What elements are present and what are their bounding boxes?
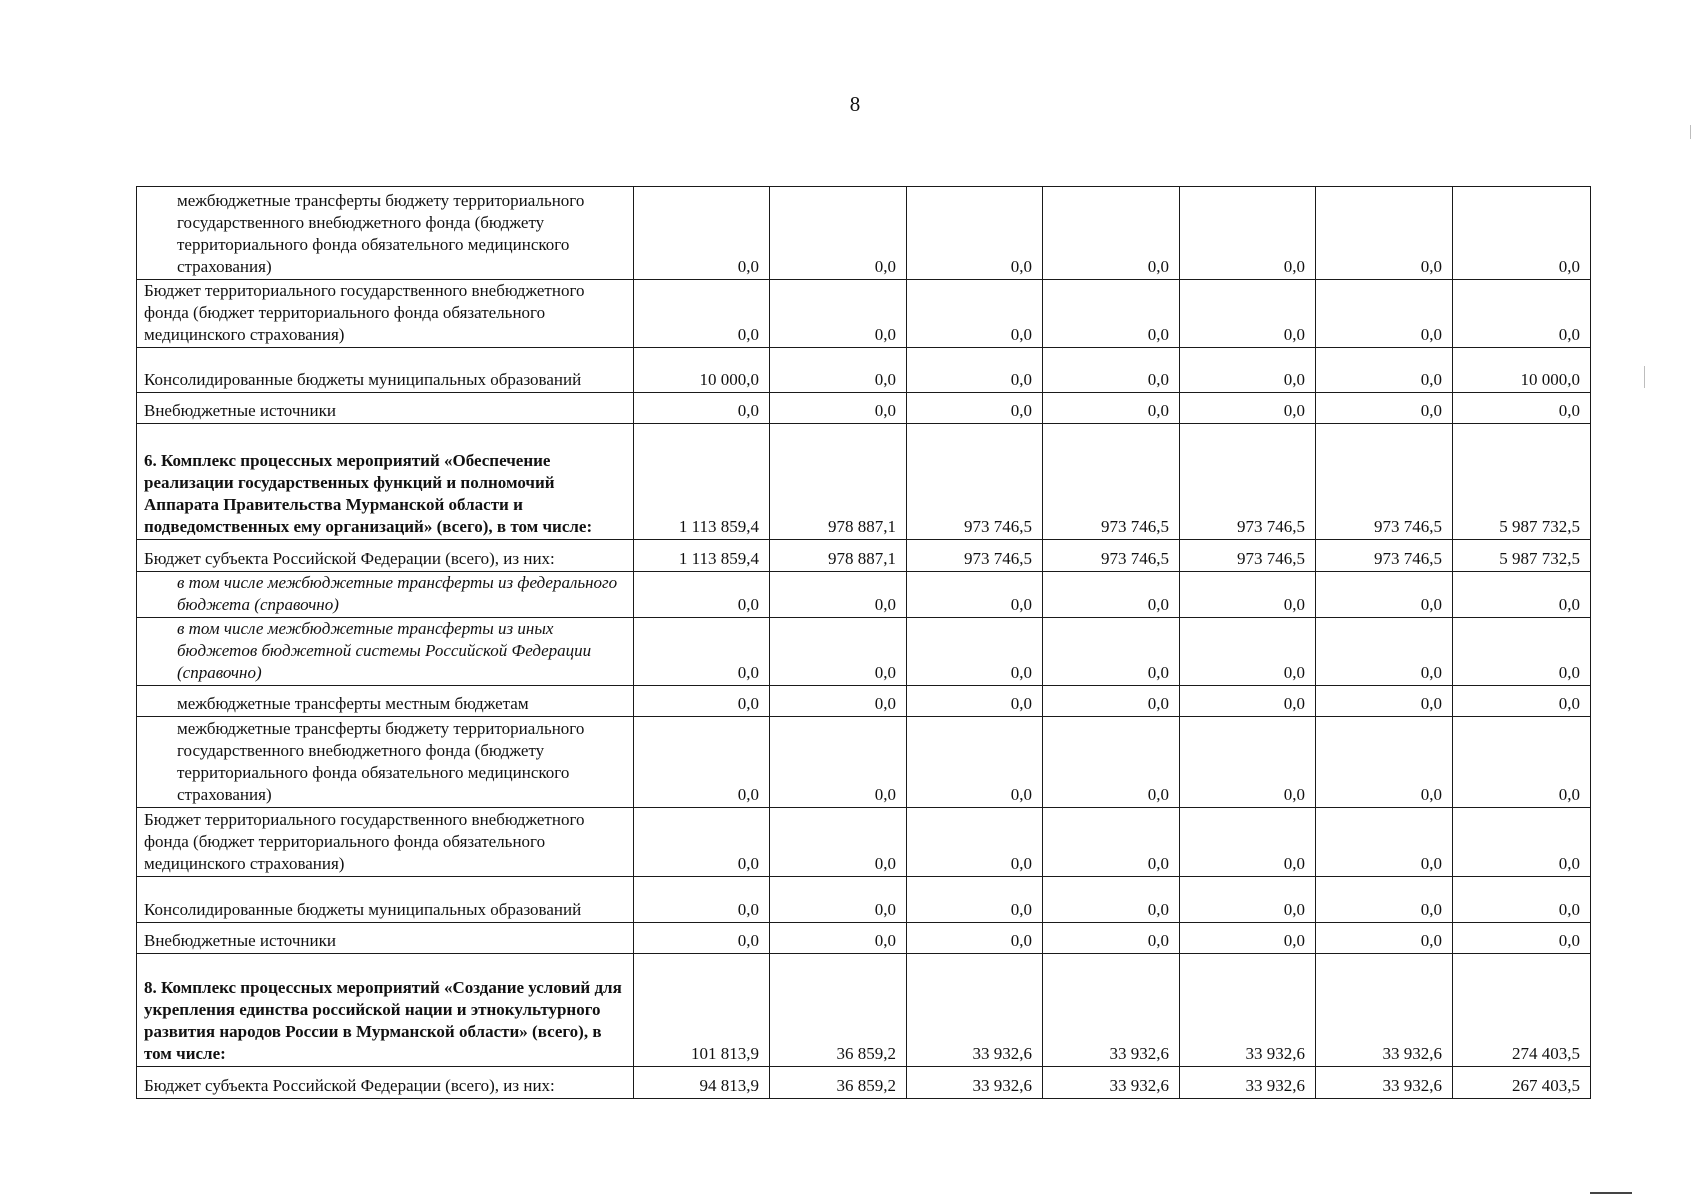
value-cell: 0,0 xyxy=(907,923,1043,954)
value-cell: 973 746,5 xyxy=(1316,540,1453,572)
value-cell: 0,0 xyxy=(1180,572,1316,618)
value-cell: 973 746,5 xyxy=(1043,424,1180,540)
value-cell: 0,0 xyxy=(1453,717,1591,808)
value-cell: 0,0 xyxy=(1316,348,1453,393)
value-cell: 33 932,6 xyxy=(1043,1067,1180,1099)
value-cell: 0,0 xyxy=(1043,877,1180,923)
value-cell: 0,0 xyxy=(770,393,907,424)
value-cell: 0,0 xyxy=(907,393,1043,424)
value-cell: 0,0 xyxy=(1043,280,1180,348)
value-cell: 0,0 xyxy=(907,280,1043,348)
value-cell: 0,0 xyxy=(634,923,770,954)
value-cell: 973 746,5 xyxy=(1043,540,1180,572)
budget-table-body xyxy=(137,187,1591,1099)
table-row xyxy=(137,540,1591,572)
value-cell: 0,0 xyxy=(1453,618,1591,686)
value-cell: 0,0 xyxy=(907,187,1043,280)
table-row xyxy=(137,187,1591,280)
value-cell: 0,0 xyxy=(634,187,770,280)
scan-edge-mark xyxy=(1590,1192,1632,1194)
row-label: в том числе межбюджетные трансферты из федерального бюджета (справочно) xyxy=(137,572,634,618)
value-cell: 0,0 xyxy=(1043,686,1180,717)
value-cell: 0,0 xyxy=(1180,717,1316,808)
value-cell: 33 932,6 xyxy=(1316,954,1453,1067)
value-cell: 0,0 xyxy=(770,618,907,686)
table-row xyxy=(137,808,1591,877)
value-cell: 0,0 xyxy=(1043,717,1180,808)
value-cell: 1 113 859,4 xyxy=(634,540,770,572)
value-cell: 0,0 xyxy=(1316,280,1453,348)
value-cell: 0,0 xyxy=(1453,280,1591,348)
value-cell: 0,0 xyxy=(1316,393,1453,424)
value-cell: 978 887,1 xyxy=(770,540,907,572)
table-row xyxy=(137,424,1591,540)
value-cell: 978 887,1 xyxy=(770,424,907,540)
value-cell: 0,0 xyxy=(1180,923,1316,954)
value-cell: 0,0 xyxy=(907,348,1043,393)
value-cell: 0,0 xyxy=(1316,717,1453,808)
value-cell: 0,0 xyxy=(1180,618,1316,686)
value-cell: 0,0 xyxy=(1180,808,1316,877)
value-cell: 973 746,5 xyxy=(1316,424,1453,540)
value-cell: 0,0 xyxy=(907,877,1043,923)
value-cell: 0,0 xyxy=(1316,923,1453,954)
value-cell: 0,0 xyxy=(907,618,1043,686)
value-cell: 0,0 xyxy=(634,618,770,686)
row-label: Бюджет субъекта Российской Федерации (всего), из них: xyxy=(137,1067,634,1099)
value-cell: 0,0 xyxy=(770,686,907,717)
value-cell: 274 403,5 xyxy=(1453,954,1591,1067)
value-cell: 0,0 xyxy=(634,717,770,808)
value-cell: 33 932,6 xyxy=(1180,954,1316,1067)
value-cell: 0,0 xyxy=(1316,572,1453,618)
value-cell: 33 932,6 xyxy=(1180,1067,1316,1099)
row-label: в том числе межбюджетные трансферты из иных бюджетов бюджетной системы Российской Федерации (справочно) xyxy=(137,618,634,686)
value-cell: 0,0 xyxy=(1043,348,1180,393)
value-cell: 0,0 xyxy=(1453,187,1591,280)
value-cell: 973 746,5 xyxy=(1180,424,1316,540)
value-cell: 0,0 xyxy=(1316,187,1453,280)
value-cell: 0,0 xyxy=(1453,923,1591,954)
value-cell: 1 113 859,4 xyxy=(634,424,770,540)
value-cell: 10 000,0 xyxy=(1453,348,1591,393)
value-cell: 33 932,6 xyxy=(907,954,1043,1067)
value-cell: 0,0 xyxy=(1453,686,1591,717)
value-cell: 267 403,5 xyxy=(1453,1067,1591,1099)
table-row xyxy=(137,1067,1591,1099)
row-label: Бюджет субъекта Российской Федерации (всего), из них: xyxy=(137,540,634,572)
value-cell: 0,0 xyxy=(1180,348,1316,393)
value-cell: 0,0 xyxy=(1180,280,1316,348)
value-cell: 0,0 xyxy=(770,572,907,618)
row-label: Бюджет территориального государственного внебюджетного фонда (бюджет территориального фонда обязательного медицинского страхования) xyxy=(137,280,634,348)
value-cell: 0,0 xyxy=(770,280,907,348)
value-cell: 0,0 xyxy=(634,686,770,717)
scan-edge-mark xyxy=(1690,125,1691,139)
value-cell: 973 746,5 xyxy=(907,540,1043,572)
value-cell: 0,0 xyxy=(1043,923,1180,954)
row-label: 8. Комплекс процессных мероприятий «Создание условий для укрепления единства российской нации и этнокультурного развития народов России в Мурманской области» (всего), в том числе: xyxy=(137,954,634,1067)
value-cell: 0,0 xyxy=(1453,877,1591,923)
value-cell: 0,0 xyxy=(770,717,907,808)
value-cell: 0,0 xyxy=(1043,808,1180,877)
value-cell: 0,0 xyxy=(634,393,770,424)
value-cell: 33 932,6 xyxy=(1316,1067,1453,1099)
value-cell: 0,0 xyxy=(770,808,907,877)
value-cell: 973 746,5 xyxy=(907,424,1043,540)
value-cell: 0,0 xyxy=(1316,618,1453,686)
value-cell: 0,0 xyxy=(907,717,1043,808)
row-label: межбюджетные трансферты бюджету территориального государственного внебюджетного фонда (бюджету территориального фонда обязательного медицинского страхования) xyxy=(137,187,634,280)
row-label: Консолидированные бюджеты муниципальных образований xyxy=(137,877,634,923)
value-cell: 0,0 xyxy=(1043,187,1180,280)
value-cell: 0,0 xyxy=(1453,572,1591,618)
value-cell: 36 859,2 xyxy=(770,1067,907,1099)
value-cell: 0,0 xyxy=(1316,686,1453,717)
budget-table xyxy=(136,186,1591,1099)
value-cell: 973 746,5 xyxy=(1180,540,1316,572)
table-row xyxy=(137,686,1591,717)
value-cell: 0,0 xyxy=(1043,393,1180,424)
value-cell: 5 987 732,5 xyxy=(1453,424,1591,540)
row-label: межбюджетные трансферты местным бюджетам xyxy=(137,686,634,717)
value-cell: 36 859,2 xyxy=(770,954,907,1067)
table-row xyxy=(137,280,1591,348)
value-cell: 10 000,0 xyxy=(634,348,770,393)
value-cell: 0,0 xyxy=(1453,393,1591,424)
table-row xyxy=(137,877,1591,923)
value-cell: 0,0 xyxy=(1043,618,1180,686)
row-label: Бюджет территориального государственного внебюджетного фонда (бюджет территориального фонда обязательного медицинского страхования) xyxy=(137,808,634,877)
value-cell: 0,0 xyxy=(634,808,770,877)
value-cell: 0,0 xyxy=(1316,808,1453,877)
row-label: межбюджетные трансферты бюджету территориального государственного внебюджетного фонда (бюджету территориального фонда обязательного медицинского страхования) xyxy=(137,717,634,808)
value-cell: 0,0 xyxy=(770,877,907,923)
row-label: Внебюджетные источники xyxy=(137,393,634,424)
value-cell: 0,0 xyxy=(1043,572,1180,618)
table-row xyxy=(137,572,1591,618)
table-row xyxy=(137,923,1591,954)
page-number: 8 xyxy=(849,92,861,116)
value-cell: 0,0 xyxy=(634,572,770,618)
value-cell: 0,0 xyxy=(1316,877,1453,923)
value-cell: 33 932,6 xyxy=(907,1067,1043,1099)
value-cell: 0,0 xyxy=(1180,877,1316,923)
table-row xyxy=(137,393,1591,424)
table-row xyxy=(137,618,1591,686)
value-cell: 0,0 xyxy=(1453,808,1591,877)
value-cell: 94 813,9 xyxy=(634,1067,770,1099)
value-cell: 0,0 xyxy=(1180,393,1316,424)
value-cell: 0,0 xyxy=(770,187,907,280)
row-label: Внебюджетные источники xyxy=(137,923,634,954)
value-cell: 0,0 xyxy=(907,572,1043,618)
value-cell: 0,0 xyxy=(770,923,907,954)
table-row xyxy=(137,717,1591,808)
value-cell: 0,0 xyxy=(1180,187,1316,280)
value-cell: 33 932,6 xyxy=(1043,954,1180,1067)
value-cell: 0,0 xyxy=(634,877,770,923)
value-cell: 0,0 xyxy=(770,348,907,393)
row-label: 6. Комплекс процессных мероприятий «Обеспечение реализации государственных функций и полномочий Аппарата Правительства Мурманской области и подведомственных ему организаций» (всего), в том числе: xyxy=(137,424,634,540)
table-row xyxy=(137,954,1591,1067)
scan-edge-mark xyxy=(1644,366,1645,388)
value-cell: 0,0 xyxy=(907,808,1043,877)
value-cell: 0,0 xyxy=(1180,686,1316,717)
value-cell: 0,0 xyxy=(907,686,1043,717)
value-cell: 5 987 732,5 xyxy=(1453,540,1591,572)
table-row xyxy=(137,348,1591,393)
value-cell: 0,0 xyxy=(634,280,770,348)
row-label: Консолидированные бюджеты муниципальных образований xyxy=(137,348,634,393)
value-cell: 101 813,9 xyxy=(634,954,770,1067)
